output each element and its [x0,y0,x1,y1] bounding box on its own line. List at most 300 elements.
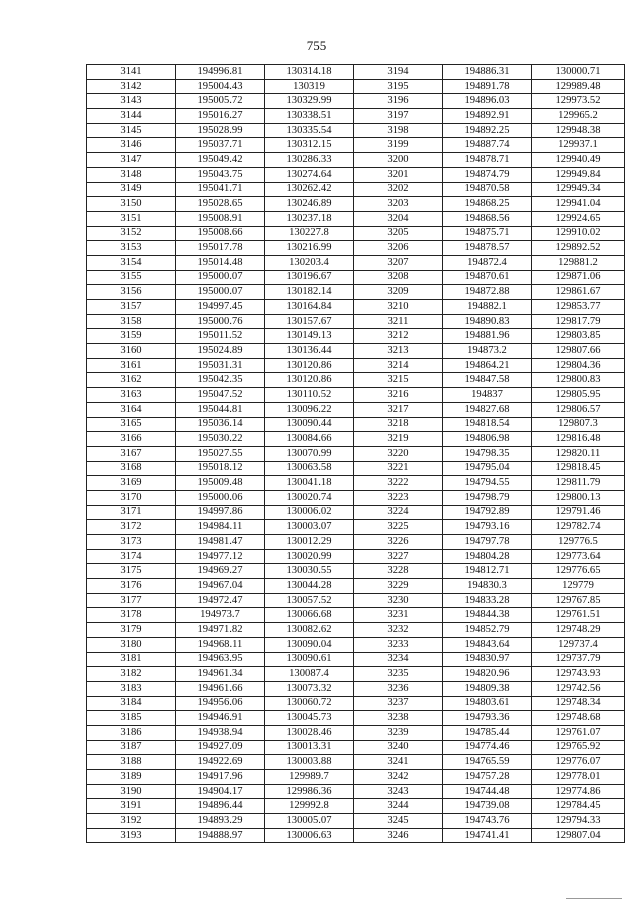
table-row [87,799,625,814]
table-row [87,505,625,520]
y-coordinate-cell: 130084.66 [265,432,354,447]
point-number-cell: 3233 [354,637,443,652]
table-row [87,814,625,829]
table-row [87,388,625,403]
y-coordinate-cell: 130274.64 [265,167,354,182]
table-row [87,667,625,682]
point-number-cell: 3239 [354,725,443,740]
x-coordinate-cell: 194881.96 [443,329,532,344]
x-coordinate-cell: 194833.28 [443,593,532,608]
x-coordinate-cell: 194741.41 [443,828,532,843]
point-number-cell: 3164 [87,402,176,417]
y-coordinate-cell: 130013.31 [265,740,354,755]
y-coordinate-cell: 129742.56 [532,681,625,696]
y-coordinate-cell: 129806.57 [532,402,625,417]
y-coordinate-cell: 129776.65 [532,564,625,579]
x-coordinate-cell: 194739.08 [443,799,532,814]
y-coordinate-cell: 129761.07 [532,725,625,740]
point-number-cell: 3185 [87,711,176,726]
table-row [87,490,625,505]
x-coordinate-cell: 195004.43 [176,79,265,94]
point-number-cell: 3160 [87,344,176,359]
point-number-cell: 3188 [87,755,176,770]
x-coordinate-cell: 194873.2 [443,344,532,359]
point-number-cell: 3167 [87,446,176,461]
x-coordinate-cell: 194972.47 [176,593,265,608]
point-number-cell: 3171 [87,505,176,520]
y-coordinate-cell: 129737.79 [532,652,625,667]
point-number-cell: 3213 [354,344,443,359]
y-coordinate-cell: 130110.52 [265,388,354,403]
point-number-cell: 3237 [354,696,443,711]
y-coordinate-cell: 129773.64 [532,549,625,564]
x-coordinate-cell: 194977.12 [176,549,265,564]
y-coordinate-cell: 130149.13 [265,329,354,344]
point-number-cell: 3153 [87,241,176,256]
x-coordinate-cell: 194878.71 [443,153,532,168]
y-coordinate-cell: 130120.86 [265,373,354,388]
point-number-cell: 3214 [354,358,443,373]
x-coordinate-cell: 194870.61 [443,270,532,285]
y-coordinate-cell: 130157.67 [265,314,354,329]
x-coordinate-cell: 194892.25 [443,123,532,138]
x-coordinate-cell: 194971.82 [176,623,265,638]
y-coordinate-cell: 130319 [265,79,354,94]
table-row [87,314,625,329]
table-row [87,740,625,755]
y-coordinate-cell: 129791.46 [532,505,625,520]
x-coordinate-cell: 194969.27 [176,564,265,579]
y-coordinate-cell: 129804.36 [532,358,625,373]
point-number-cell: 3173 [87,535,176,550]
footer-rule [566,898,622,899]
x-coordinate-cell: 195047.52 [176,388,265,403]
y-coordinate-cell: 129805.95 [532,388,625,403]
y-coordinate-cell: 129881.2 [532,255,625,270]
y-coordinate-cell: 130082.62 [265,623,354,638]
y-coordinate-cell: 130237.18 [265,211,354,226]
point-number-cell: 3150 [87,197,176,212]
x-coordinate-cell: 194765.59 [443,755,532,770]
y-coordinate-cell: 129779 [532,579,625,594]
point-number-cell: 3191 [87,799,176,814]
x-coordinate-cell: 194984.11 [176,520,265,535]
table-row [87,109,625,124]
x-coordinate-cell: 194744.48 [443,784,532,799]
point-number-cell: 3175 [87,564,176,579]
point-number-cell: 3241 [354,755,443,770]
y-coordinate-cell: 130164.84 [265,300,354,315]
y-coordinate-cell: 129748.34 [532,696,625,711]
x-coordinate-cell: 194843.64 [443,637,532,652]
point-number-cell: 3244 [354,799,443,814]
y-coordinate-cell: 129765.92 [532,740,625,755]
table-row [87,255,625,270]
y-coordinate-cell: 130312.15 [265,138,354,153]
point-number-cell: 3198 [354,123,443,138]
x-coordinate-cell: 194872.88 [443,285,532,300]
point-number-cell: 3245 [354,814,443,829]
point-number-cell: 3172 [87,520,176,535]
x-coordinate-cell: 194847.58 [443,373,532,388]
x-coordinate-cell: 194887.74 [443,138,532,153]
table-row [87,520,625,535]
y-coordinate-cell: 129807.04 [532,828,625,843]
x-coordinate-cell: 195036.14 [176,417,265,432]
x-coordinate-cell: 195044.81 [176,402,265,417]
table-row [87,608,625,623]
y-coordinate-cell: 129949.84 [532,167,625,182]
x-coordinate-cell: 194996.81 [176,65,265,80]
y-coordinate-cell: 129973.52 [532,94,625,109]
point-number-cell: 3178 [87,608,176,623]
point-number-cell: 3205 [354,226,443,241]
table-row [87,755,625,770]
point-number-cell: 3163 [87,388,176,403]
point-number-cell: 3186 [87,725,176,740]
point-number-cell: 3196 [354,94,443,109]
y-coordinate-cell: 129811.79 [532,476,625,491]
y-coordinate-cell: 129871.06 [532,270,625,285]
table-row [87,637,625,652]
table-row [87,138,625,153]
x-coordinate-cell: 194798.79 [443,490,532,505]
y-coordinate-cell: 129948.38 [532,123,625,138]
y-coordinate-cell: 129748.29 [532,623,625,638]
point-number-cell: 3218 [354,417,443,432]
x-coordinate-cell: 194878.57 [443,241,532,256]
point-number-cell: 3157 [87,300,176,315]
y-coordinate-cell: 129949.34 [532,182,625,197]
y-coordinate-cell: 129748.68 [532,711,625,726]
x-coordinate-cell: 194827.68 [443,402,532,417]
table-row [87,681,625,696]
x-coordinate-cell: 194785.44 [443,725,532,740]
y-coordinate-cell: 129989.7 [265,770,354,785]
x-coordinate-cell: 195018.12 [176,461,265,476]
point-number-cell: 3219 [354,432,443,447]
y-coordinate-cell: 129986.36 [265,784,354,799]
table-row [87,94,625,109]
y-coordinate-cell: 130070.99 [265,446,354,461]
table-row [87,770,625,785]
y-coordinate-cell: 130338.51 [265,109,354,124]
y-coordinate-cell: 130057.52 [265,593,354,608]
x-coordinate-cell: 194830.97 [443,652,532,667]
x-coordinate-cell: 194874.79 [443,167,532,182]
point-number-cell: 3149 [87,182,176,197]
x-coordinate-cell: 194830.3 [443,579,532,594]
point-number-cell: 3197 [354,109,443,124]
x-coordinate-cell: 194875.71 [443,226,532,241]
y-coordinate-cell: 129820.11 [532,446,625,461]
point-number-cell: 3242 [354,770,443,785]
point-number-cell: 3147 [87,153,176,168]
point-number-cell: 3182 [87,667,176,682]
x-coordinate-cell: 195042.35 [176,373,265,388]
x-coordinate-cell: 195043.75 [176,167,265,182]
x-coordinate-cell: 194938.94 [176,725,265,740]
point-number-cell: 3210 [354,300,443,315]
y-coordinate-cell: 130182.14 [265,285,354,300]
x-coordinate-cell: 194844.38 [443,608,532,623]
x-coordinate-cell: 195031.31 [176,358,265,373]
x-coordinate-cell: 194774.46 [443,740,532,755]
x-coordinate-cell: 194896.03 [443,94,532,109]
x-coordinate-cell: 195049.42 [176,153,265,168]
y-coordinate-cell: 129807.66 [532,344,625,359]
x-coordinate-cell: 194892.91 [443,109,532,124]
x-coordinate-cell: 194890.83 [443,314,532,329]
point-number-cell: 3208 [354,270,443,285]
x-coordinate-cell: 194794.55 [443,476,532,491]
point-number-cell: 3225 [354,520,443,535]
table-row [87,696,625,711]
y-coordinate-cell: 129761.51 [532,608,625,623]
point-number-cell: 3169 [87,476,176,491]
table-row [87,476,625,491]
y-coordinate-cell: 129892.52 [532,241,625,256]
y-coordinate-cell: 129776.07 [532,755,625,770]
x-coordinate-cell: 195008.91 [176,211,265,226]
y-coordinate-cell: 130006.02 [265,505,354,520]
y-coordinate-cell: 129910.02 [532,226,625,241]
y-coordinate-cell: 129941.04 [532,197,625,212]
y-coordinate-cell: 130136.44 [265,344,354,359]
y-coordinate-cell: 130041.18 [265,476,354,491]
table-row [87,226,625,241]
x-coordinate-cell: 195005.72 [176,94,265,109]
x-coordinate-cell: 195011.52 [176,329,265,344]
y-coordinate-cell: 130203.4 [265,255,354,270]
page-number: 755 [306,38,327,53]
table-row [87,241,625,256]
y-coordinate-cell: 130045.73 [265,711,354,726]
y-coordinate-cell: 130087.4 [265,667,354,682]
x-coordinate-cell: 194872.4 [443,255,532,270]
point-number-cell: 3155 [87,270,176,285]
point-number-cell: 3232 [354,623,443,638]
x-coordinate-cell: 194820.96 [443,667,532,682]
x-coordinate-cell: 194922.69 [176,755,265,770]
x-coordinate-cell: 194812.71 [443,564,532,579]
table-row [87,446,625,461]
x-coordinate-cell: 195000.76 [176,314,265,329]
y-coordinate-cell: 130216.99 [265,241,354,256]
y-coordinate-cell: 129965.2 [532,109,625,124]
point-number-cell: 3195 [354,79,443,94]
y-coordinate-cell: 130020.99 [265,549,354,564]
point-number-cell: 3177 [87,593,176,608]
point-number-cell: 3187 [87,740,176,755]
y-coordinate-cell: 130090.44 [265,417,354,432]
x-coordinate-cell: 194956.06 [176,696,265,711]
table-row [87,344,625,359]
x-coordinate-cell: 194997.45 [176,300,265,315]
point-number-cell: 3154 [87,255,176,270]
y-coordinate-cell: 130044.28 [265,579,354,594]
point-number-cell: 3161 [87,358,176,373]
point-number-cell: 3170 [87,490,176,505]
x-coordinate-cell: 195000.07 [176,285,265,300]
point-number-cell: 3166 [87,432,176,447]
point-number-cell: 3158 [87,314,176,329]
x-coordinate-cell: 195028.65 [176,197,265,212]
x-coordinate-cell: 194870.58 [443,182,532,197]
point-number-cell: 3217 [354,402,443,417]
point-number-cell: 3215 [354,373,443,388]
y-coordinate-cell: 130246.89 [265,197,354,212]
point-number-cell: 3189 [87,770,176,785]
y-coordinate-cell: 130005.07 [265,814,354,829]
point-number-cell: 3230 [354,593,443,608]
point-number-cell: 3246 [354,828,443,843]
x-coordinate-cell: 194882.1 [443,300,532,315]
y-coordinate-cell: 130000.71 [532,65,625,80]
x-coordinate-cell: 195027.55 [176,446,265,461]
y-coordinate-cell: 129816.48 [532,432,625,447]
point-number-cell: 3224 [354,505,443,520]
table-row [87,784,625,799]
x-coordinate-cell: 194792.89 [443,505,532,520]
y-coordinate-cell: 130066.68 [265,608,354,623]
y-coordinate-cell: 130335.54 [265,123,354,138]
x-coordinate-cell: 194797.78 [443,535,532,550]
y-coordinate-cell: 129992.8 [265,799,354,814]
x-coordinate-cell: 194973.7 [176,608,265,623]
table-row [87,652,625,667]
y-coordinate-cell: 129778.01 [532,770,625,785]
point-number-cell: 3141 [87,65,176,80]
point-number-cell: 3226 [354,535,443,550]
point-number-cell: 3221 [354,461,443,476]
coordinates-table [86,64,625,843]
y-coordinate-cell: 129924.65 [532,211,625,226]
point-number-cell: 3207 [354,255,443,270]
point-number-cell: 3156 [87,285,176,300]
point-number-cell: 3206 [354,241,443,256]
table-row [87,461,625,476]
point-number-cell: 3199 [354,138,443,153]
x-coordinate-cell: 194804.28 [443,549,532,564]
x-coordinate-cell: 194852.79 [443,623,532,638]
y-coordinate-cell: 130096.22 [265,402,354,417]
point-number-cell: 3220 [354,446,443,461]
y-coordinate-cell: 129737.4 [532,637,625,652]
y-coordinate-cell: 129784.45 [532,799,625,814]
y-coordinate-cell: 130329.99 [265,94,354,109]
point-number-cell: 3243 [354,784,443,799]
y-coordinate-cell: 129989.48 [532,79,625,94]
y-coordinate-cell: 130090.04 [265,637,354,652]
point-number-cell: 3202 [354,182,443,197]
point-number-cell: 3146 [87,138,176,153]
table-row [87,593,625,608]
point-number-cell: 3180 [87,637,176,652]
point-number-cell: 3201 [354,167,443,182]
x-coordinate-cell: 194757.28 [443,770,532,785]
point-number-cell: 3168 [87,461,176,476]
point-number-cell: 3236 [354,681,443,696]
y-coordinate-cell: 130060.72 [265,696,354,711]
point-number-cell: 3240 [354,740,443,755]
table-row [87,725,625,740]
y-coordinate-cell: 129803.85 [532,329,625,344]
x-coordinate-cell: 195000.07 [176,270,265,285]
x-coordinate-cell: 195017.78 [176,241,265,256]
y-coordinate-cell: 129794.33 [532,814,625,829]
point-number-cell: 3142 [87,79,176,94]
y-coordinate-cell: 130020.74 [265,490,354,505]
point-number-cell: 3190 [87,784,176,799]
y-coordinate-cell: 130073.32 [265,681,354,696]
y-coordinate-cell: 129782.74 [532,520,625,535]
y-coordinate-cell: 130003.07 [265,520,354,535]
y-coordinate-cell: 130028.46 [265,725,354,740]
point-number-cell: 3179 [87,623,176,638]
table-row [87,197,625,212]
point-number-cell: 3234 [354,652,443,667]
x-coordinate-cell: 194961.66 [176,681,265,696]
table-row [87,417,625,432]
x-coordinate-cell: 194997.86 [176,505,265,520]
x-coordinate-cell: 195000.06 [176,490,265,505]
y-coordinate-cell: 129776.5 [532,535,625,550]
x-coordinate-cell: 194864.21 [443,358,532,373]
point-number-cell: 3152 [87,226,176,241]
y-coordinate-cell: 129807.3 [532,417,625,432]
point-number-cell: 3151 [87,211,176,226]
table-row [87,79,625,94]
y-coordinate-cell: 129817.79 [532,314,625,329]
point-number-cell: 3144 [87,109,176,124]
x-coordinate-cell: 195041.71 [176,182,265,197]
point-number-cell: 3176 [87,579,176,594]
point-number-cell: 3162 [87,373,176,388]
table-row [87,579,625,594]
point-number-cell: 3216 [354,388,443,403]
x-coordinate-cell: 194806.98 [443,432,532,447]
x-coordinate-cell: 194868.56 [443,211,532,226]
x-coordinate-cell: 194968.11 [176,637,265,652]
point-number-cell: 3209 [354,285,443,300]
x-coordinate-cell: 194809.38 [443,681,532,696]
point-number-cell: 3159 [87,329,176,344]
y-coordinate-cell: 130006.63 [265,828,354,843]
x-coordinate-cell: 194793.36 [443,711,532,726]
x-coordinate-cell: 194868.25 [443,197,532,212]
y-coordinate-cell: 130196.67 [265,270,354,285]
y-coordinate-cell: 130063.58 [265,461,354,476]
x-coordinate-cell: 195016.27 [176,109,265,124]
table-row [87,564,625,579]
point-number-cell: 3231 [354,608,443,623]
table-row [87,300,625,315]
table-row [87,123,625,138]
y-coordinate-cell: 129800.83 [532,373,625,388]
x-coordinate-cell: 194793.16 [443,520,532,535]
point-number-cell: 3235 [354,667,443,682]
x-coordinate-cell: 194963.95 [176,652,265,667]
x-coordinate-cell: 195037.71 [176,138,265,153]
x-coordinate-cell: 195028.99 [176,123,265,138]
y-coordinate-cell: 130003.88 [265,755,354,770]
x-coordinate-cell: 194888.97 [176,828,265,843]
table-row [87,711,625,726]
table-row [87,329,625,344]
table-row [87,432,625,447]
x-coordinate-cell: 194946.91 [176,711,265,726]
